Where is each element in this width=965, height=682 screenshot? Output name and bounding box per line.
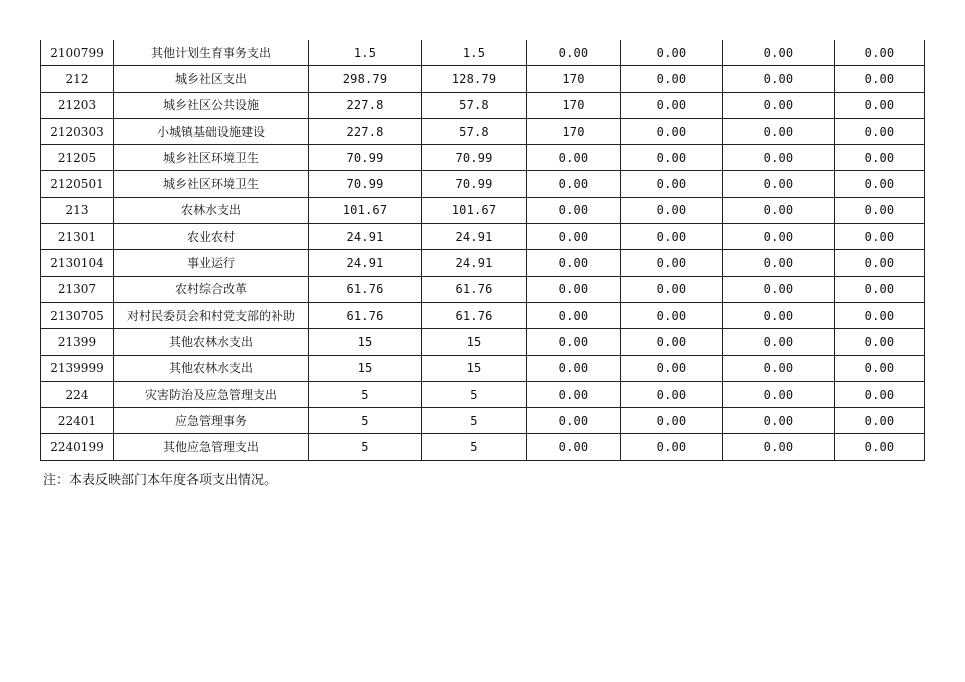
account-code-cell: 21399	[41, 329, 114, 355]
account-code-cell: 2120501	[41, 171, 114, 197]
amount-cell: 0.00	[723, 381, 835, 407]
account-code-cell: 2130104	[41, 250, 114, 276]
amount-cell: 298.79	[309, 66, 422, 92]
amount-cell: 0.00	[723, 355, 835, 381]
account-name-cell: 城乡社区环境卫生	[114, 145, 309, 171]
amount-cell: 1.5	[309, 40, 422, 66]
amount-cell: 0.00	[835, 145, 925, 171]
amount-cell: 0.00	[527, 355, 621, 381]
amount-cell: 0.00	[527, 171, 621, 197]
amount-cell: 0.00	[723, 197, 835, 223]
account-name-cell: 其他计划生育事务支出	[114, 40, 309, 66]
amount-cell: 61.76	[422, 276, 527, 302]
amount-cell: 61.76	[309, 302, 422, 328]
table-row	[41, 302, 925, 328]
amount-cell: 15	[309, 329, 422, 355]
amount-cell: 170	[527, 92, 621, 118]
account-name-cell: 城乡社区公共设施	[114, 92, 309, 118]
account-name-cell: 事业运行	[114, 250, 309, 276]
amount-cell: 0.00	[621, 329, 723, 355]
amount-cell: 0.00	[835, 118, 925, 144]
amount-cell: 0.00	[723, 92, 835, 118]
expenditure-table	[40, 40, 925, 461]
account-code-cell: 2130705	[41, 302, 114, 328]
amount-cell: 0.00	[621, 250, 723, 276]
amount-cell: 0.00	[723, 250, 835, 276]
amount-cell: 0.00	[621, 92, 723, 118]
table-row	[41, 355, 925, 381]
amount-cell: 0.00	[621, 434, 723, 460]
amount-cell: 57.8	[422, 92, 527, 118]
amount-cell: 0.00	[723, 302, 835, 328]
account-name-cell: 对村民委员会和村党支部的补助	[114, 302, 309, 328]
account-code-cell: 21307	[41, 276, 114, 302]
account-code-cell: 21203	[41, 92, 114, 118]
table-row	[41, 408, 925, 434]
account-code-cell: 21205	[41, 145, 114, 171]
amount-cell: 0.00	[527, 381, 621, 407]
amount-cell: 15	[422, 329, 527, 355]
amount-cell: 0.00	[621, 171, 723, 197]
account-name-cell: 小城镇基础设施建设	[114, 118, 309, 144]
amount-cell: 0.00	[621, 276, 723, 302]
table-row	[41, 329, 925, 355]
amount-cell: 0.00	[835, 434, 925, 460]
account-code-cell: 2120303	[41, 118, 114, 144]
table-row	[41, 171, 925, 197]
amount-cell: 0.00	[835, 224, 925, 250]
amount-cell: 0.00	[723, 66, 835, 92]
account-name-cell: 应急管理事务	[114, 408, 309, 434]
amount-cell: 170	[527, 66, 621, 92]
account-name-cell: 农林水支出	[114, 197, 309, 223]
amount-cell: 0.00	[835, 302, 925, 328]
amount-cell: 0.00	[527, 329, 621, 355]
amount-cell: 0.00	[621, 118, 723, 144]
amount-cell: 0.00	[621, 408, 723, 434]
amount-cell: 0.00	[621, 145, 723, 171]
table-row	[41, 224, 925, 250]
amount-cell: 0.00	[835, 276, 925, 302]
table-row	[41, 66, 925, 92]
amount-cell: 0.00	[723, 171, 835, 197]
amount-cell: 0.00	[723, 408, 835, 434]
amount-cell: 5	[422, 434, 527, 460]
amount-cell: 24.91	[422, 224, 527, 250]
account-code-cell: 2139999	[41, 355, 114, 381]
amount-cell: 0.00	[527, 145, 621, 171]
amount-cell: 0.00	[835, 381, 925, 407]
amount-cell: 0.00	[723, 434, 835, 460]
amount-cell: 0.00	[835, 66, 925, 92]
amount-cell: 0.00	[723, 276, 835, 302]
amount-cell: 170	[527, 118, 621, 144]
amount-cell: 0.00	[835, 250, 925, 276]
amount-cell: 0.00	[621, 302, 723, 328]
table-row	[41, 92, 925, 118]
table-row	[41, 118, 925, 144]
amount-cell: 0.00	[835, 40, 925, 66]
amount-cell: 0.00	[835, 197, 925, 223]
amount-cell: 0.00	[621, 355, 723, 381]
table-row	[41, 145, 925, 171]
account-code-cell: 22401	[41, 408, 114, 434]
amount-cell: 101.67	[309, 197, 422, 223]
amount-cell: 0.00	[835, 355, 925, 381]
amount-cell: 0.00	[621, 197, 723, 223]
amount-cell: 1.5	[422, 40, 527, 66]
amount-cell: 5	[309, 381, 422, 407]
account-code-cell: 21301	[41, 224, 114, 250]
amount-cell: 0.00	[527, 434, 621, 460]
amount-cell: 0.00	[723, 329, 835, 355]
table-note: 注：本表反映部门本年度各项支出情况。	[43, 473, 278, 488]
table-row	[41, 197, 925, 223]
table-row	[41, 250, 925, 276]
table-row	[41, 276, 925, 302]
amount-cell: 70.99	[309, 145, 422, 171]
amount-cell: 0.00	[527, 250, 621, 276]
amount-cell: 0.00	[527, 408, 621, 434]
account-code-cell: 213	[41, 197, 114, 223]
amount-cell: 227.8	[309, 92, 422, 118]
amount-cell: 0.00	[621, 381, 723, 407]
amount-cell: 227.8	[309, 118, 422, 144]
amount-cell: 0.00	[527, 276, 621, 302]
amount-cell: 0.00	[621, 66, 723, 92]
amount-cell: 5	[309, 434, 422, 460]
amount-cell: 0.00	[527, 302, 621, 328]
amount-cell: 0.00	[527, 40, 621, 66]
table-body	[41, 40, 925, 460]
amount-cell: 15	[309, 355, 422, 381]
account-code-cell: 2100799	[41, 40, 114, 66]
amount-cell: 0.00	[527, 224, 621, 250]
amount-cell: 5	[309, 408, 422, 434]
amount-cell: 24.91	[309, 224, 422, 250]
amount-cell: 61.76	[422, 302, 527, 328]
amount-cell: 0.00	[723, 40, 835, 66]
amount-cell: 0.00	[723, 145, 835, 171]
account-code-cell: 2240199	[41, 434, 114, 460]
amount-cell: 0.00	[621, 224, 723, 250]
account-code-cell: 212	[41, 66, 114, 92]
account-name-cell: 其他农林水支出	[114, 329, 309, 355]
account-name-cell: 农业农村	[114, 224, 309, 250]
account-name-cell: 农村综合改革	[114, 276, 309, 302]
amount-cell: 128.79	[422, 66, 527, 92]
amount-cell: 0.00	[723, 224, 835, 250]
amount-cell: 24.91	[422, 250, 527, 276]
amount-cell: 0.00	[723, 118, 835, 144]
table-row	[41, 434, 925, 460]
amount-cell: 0.00	[835, 408, 925, 434]
table-row	[41, 381, 925, 407]
amount-cell: 0.00	[621, 40, 723, 66]
amount-cell: 0.00	[835, 329, 925, 355]
amount-cell: 5	[422, 408, 527, 434]
amount-cell: 5	[422, 381, 527, 407]
amount-cell: 70.99	[422, 171, 527, 197]
amount-cell: 101.67	[422, 197, 527, 223]
amount-cell: 70.99	[309, 171, 422, 197]
amount-cell: 61.76	[309, 276, 422, 302]
account-name-cell: 城乡社区环境卫生	[114, 171, 309, 197]
table-row	[41, 40, 925, 66]
amount-cell: 24.91	[309, 250, 422, 276]
amount-cell: 0.00	[835, 171, 925, 197]
amount-cell: 57.8	[422, 118, 527, 144]
amount-cell: 0.00	[527, 197, 621, 223]
amount-cell: 0.00	[835, 92, 925, 118]
account-name-cell: 其他应急管理支出	[114, 434, 309, 460]
amount-cell: 15	[422, 355, 527, 381]
account-name-cell: 灾害防治及应急管理支出	[114, 381, 309, 407]
account-code-cell: 224	[41, 381, 114, 407]
account-name-cell: 其他农林水支出	[114, 355, 309, 381]
account-name-cell: 城乡社区支出	[114, 66, 309, 92]
amount-cell: 70.99	[422, 145, 527, 171]
